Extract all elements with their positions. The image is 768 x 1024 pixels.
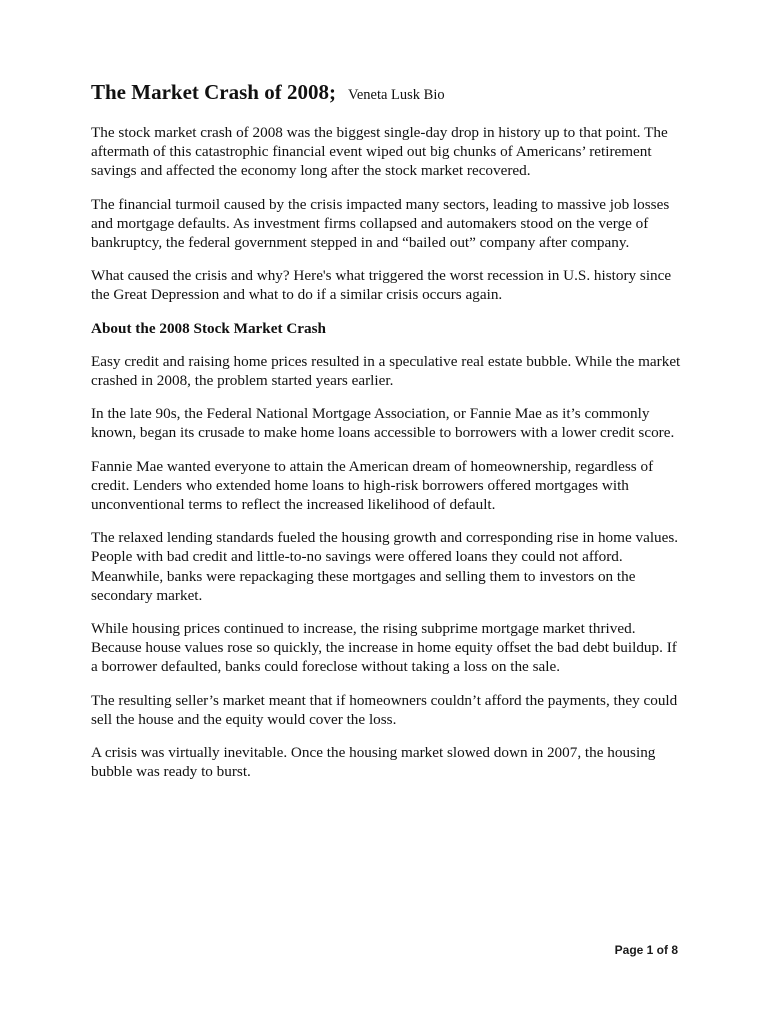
paragraph: The relaxed lending standards fueled the housing growth and corresponding rise in home values. People with bad credit and little-to-no savings were offered loans they could not afford. Meanwhile, banks were repackaging these mortgages and selling them to investors on the secondary market. — [91, 529, 679, 604]
page-number: Page 1 of 8 — [614, 943, 678, 957]
author-byline: Veneta Lusk Bio — [347, 87, 445, 103]
paragraph: What caused the crisis and why? Here's what triggered the worst recession in U.S. history since the Great Depression and what to do if a similar crisis occurs again. — [91, 267, 672, 304]
paragraph: A crisis was virtually inevitable. Once the housing market slowed down in 2007, the housing bubble was ready to burst. — [91, 744, 656, 781]
paragraph: In the late 90s, the Federal National Mortgage Association, or Fannie Mae as it’s commonly known, began its crusade to make home loans accessible to borrowers with a lower credit score. — [91, 405, 675, 442]
paragraph: While housing prices continued to increase, the rising subprime mortgage market thrived. Because house values rose so quickly, the increase in home equity offset the bad debt buildup. If a borrower defaulted, banks could foreclose without taking a loss on the sale. — [91, 620, 677, 676]
document-body — [91, 74, 681, 795]
paragraph: The stock market crash of 2008 was the biggest single-day drop in history up to that point. The aftermath of this catastrophic financial event wiped out big chunks of Americans’ retirement savings and affected the economy long after the stock market recovered. — [91, 124, 668, 180]
paragraph: Easy credit and raising home prices resulted in a speculative real estate bubble. While the market crashed in 2008, the problem started years earlier. — [91, 352, 681, 390]
section-heading: About the 2008 Stock Market Crash — [91, 319, 326, 337]
document-title: The Market Crash of 2008; — [91, 80, 336, 104]
paragraph: The resulting seller’s market meant that if homeowners couldn’t afford the payments, they could sell the house and the equity would cover the loss. — [91, 691, 678, 728]
paragraph: The financial turmoil caused by the crisis impacted many sectors, leading to massive job losses and mortgage defaults. As investment firms collapsed and automakers stood on the verge of bankruptcy, the federal government stepped in and “bailed out” company after company. — [91, 195, 670, 252]
paragraph: Fannie Mae wanted everyone to attain the American dream of homeownership, regardless of credit. Lenders who extended home loans to high-risk borrowers offered mortgages with unconventional terms to reflect the increased likelihood of default. — [91, 457, 654, 514]
document-title-line — [91, 74, 681, 109]
